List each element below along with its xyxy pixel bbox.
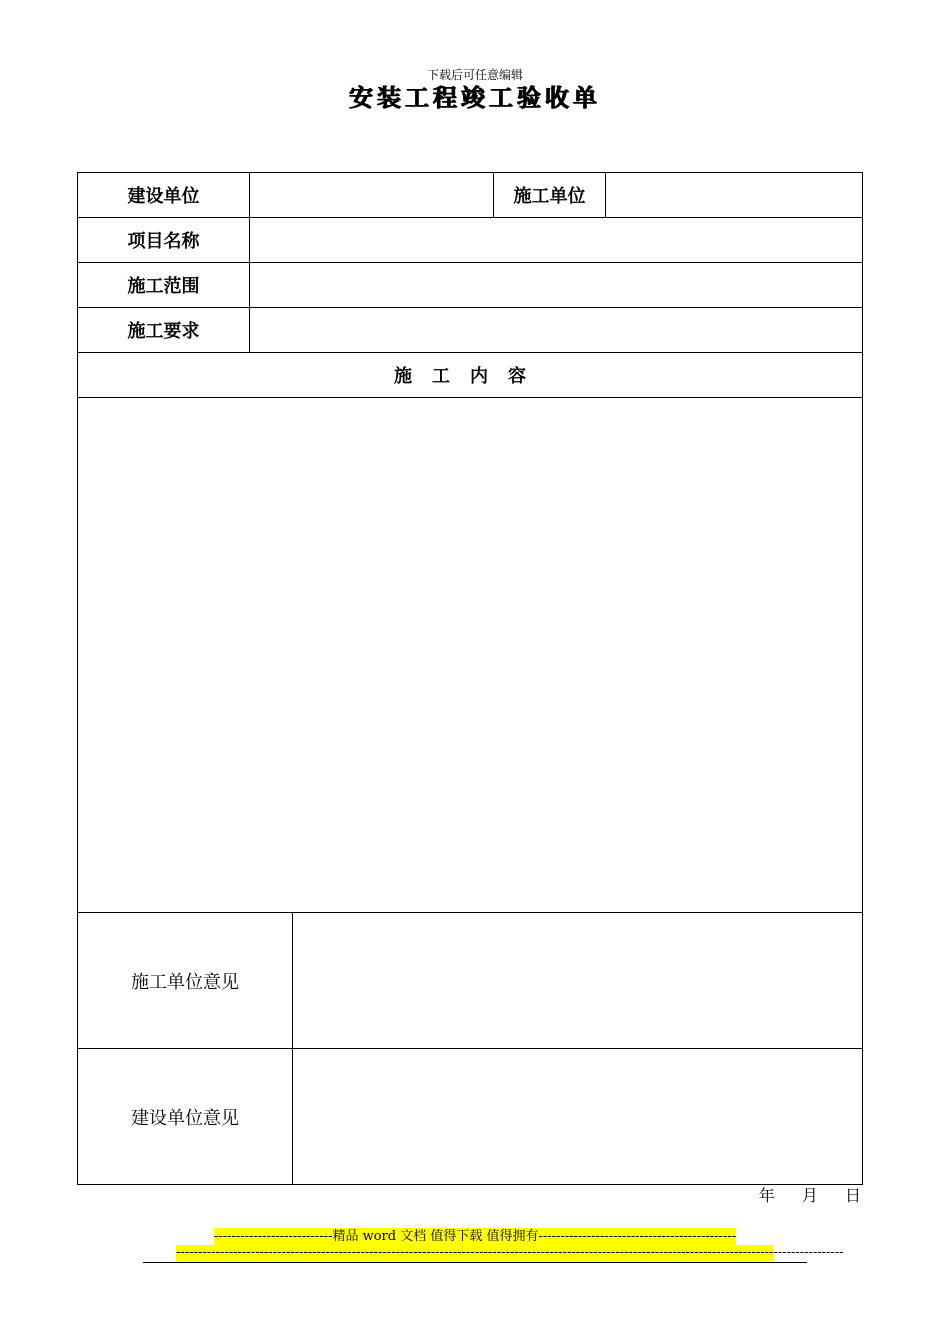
header-note: 下载后可任意编辑: [426, 68, 523, 82]
contractor-label: 施工单位: [494, 173, 606, 218]
project-name-field[interactable]: [250, 218, 863, 263]
content-header: 施工内容: [78, 353, 863, 398]
content-area[interactable]: [78, 398, 863, 913]
owner-opinion-label: 建设单位意见: [78, 1049, 293, 1185]
row-content-header: [78, 353, 863, 398]
date-month: 月: [801, 1186, 818, 1205]
date-year: 年: [758, 1186, 775, 1205]
footer-banner-line2: --------------------------------------------------------------------------------------------------------------------------------------------------------: [176, 1245, 844, 1260]
construction-owner-label: 建设单位: [78, 173, 250, 218]
row-scope: [78, 263, 863, 308]
row-content: [78, 398, 863, 913]
scope-field[interactable]: [250, 263, 863, 308]
requirements-label: 施工要求: [78, 308, 250, 353]
row-owner-opinion: [78, 1049, 863, 1185]
footer-banner-line1: ---------------------------精品 word 文档 值得下载 值得拥有---------------------------------------------: [213, 1229, 737, 1244]
row-requirements: [78, 308, 863, 353]
contractor-opinion-label: 施工单位意见: [78, 913, 293, 1049]
contractor-field[interactable]: [606, 173, 863, 218]
date-day: 日: [844, 1186, 861, 1205]
owner-opinion-field[interactable]: [293, 1049, 863, 1185]
construction-owner-field[interactable]: [250, 173, 494, 218]
row-contractor-opinion: [78, 913, 863, 1049]
footer-banner: [0, 1228, 950, 1245]
opinion-table: [77, 912, 863, 1185]
document-title: 安装工程竣工验收单: [349, 83, 601, 112]
footer-rule: [143, 1262, 807, 1263]
requirements-field[interactable]: [250, 308, 863, 353]
date-line: [745, 1186, 861, 1206]
info-table: [77, 172, 863, 913]
scope-label: 施工范围: [78, 263, 250, 308]
project-name-label: 项目名称: [78, 218, 250, 263]
row-project-name: [78, 218, 863, 263]
row-owner-contractor: [78, 173, 863, 218]
contractor-opinion-field[interactable]: [293, 913, 863, 1049]
